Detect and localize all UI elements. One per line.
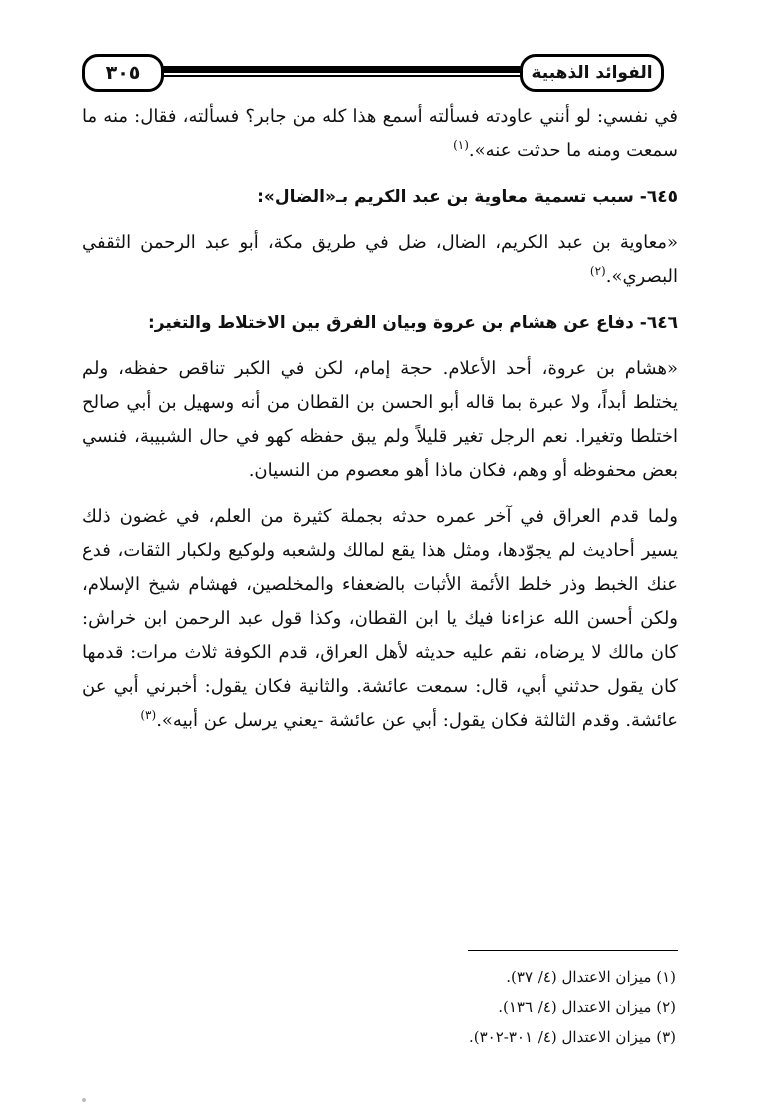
footnote-1: (١) ميزان الاعتدال (٤/ ٣٧). <box>506 968 676 986</box>
continued-paragraph <box>82 100 678 168</box>
book-title: الفوائد الذهبية <box>520 54 664 92</box>
paragraph-text: في نفسي: لو أنني عاودته فسألته أسمع هذا كله من جابر؟ فسألته، فقال: منه ما سمعت ومنه ما حدثت عنه». <box>82 106 678 161</box>
paragraph-text: ولما قدم العراق في آخر عمره حدثه بجملة كثيرة من العلم، في غضون ذلك يسير أحاديث لم يجوّدها، ومثل هذا يقع لمالك ولشعبه ولوكيع ولكبار الثقات، فدع عنك الخبط وذر خلط الأئمة الأثبات بالضعفاء والمخلصين، فهشام شيخ الإسلام، ولكن أحسن الله عزاءنا فيك يا ابن القطان، وكذا قول عبد الرحمن ابن خراش: كان مالك لا يرضاه، نقم عليه حديثه لأهل العراق، قدم الكوفة ثلاث مرات: قدمها كان يقول حدثني أبي، قال: سمعت عائشة. والثانية فكان يقول: أخبرني أبي عن عائشة. وقدم الثالثة فكان يقول: أبي عن عائشة -يعني يرسل عن أبيه». <box>82 506 678 731</box>
page-dot <box>82 1098 86 1102</box>
paragraph-645 <box>82 226 678 294</box>
footnote-2: (٢) ميزان الاعتدال (٤/ ١٣٦). <box>498 998 676 1016</box>
header-rule-thin <box>152 75 544 77</box>
paragraph-646-b <box>82 500 678 738</box>
section-heading-645: ٦٤٥- سبب تسمية معاوية بن عبد الكريم بـ«الضال»: <box>257 187 678 207</box>
footnote-ref-2: (٢) <box>589 264 606 278</box>
page-header <box>82 50 664 94</box>
page-body <box>82 100 678 738</box>
footnote-ref-1: (١) <box>453 138 469 152</box>
footnote-3: (٣) ميزان الاعتدال (٤/ ٣٠١-٣٠٢). <box>468 1028 676 1046</box>
footnote-ref-3: (٣) <box>140 708 157 722</box>
paragraph-646-a: «هشام بن عروة، أحد الأعلام. حجة إمام، لكن في الكبر تناقص حفظه، ولم يختلط أبداً، ولا عبرة بما قاله أبو الحسن بن القطان من أنه وسهيل بن أبي صالح اختلطا وتغيرا. نعم الرجل تغير قليلاً ولم يبق حفظه كهو في حال الشبيبة، فنسي بعض محفوظه أو وهم، فكان ماذا أهو معصوم من النسيان. <box>82 358 678 481</box>
page-number: ٣٠٥ <box>82 54 164 92</box>
footnotes <box>80 962 676 1052</box>
footnote-separator <box>468 950 678 951</box>
header-rule <box>152 66 544 73</box>
paragraph-text: «معاوية بن عبد الكريم، الضال، ضل في طريق مكة، أبو عبد الرحمن الثقفي البصري». <box>82 232 678 287</box>
section-heading-646: ٦٤٦- دفاع عن هشام بن عروة وبيان الفرق بين الاختلاط والتغير: <box>147 313 678 333</box>
